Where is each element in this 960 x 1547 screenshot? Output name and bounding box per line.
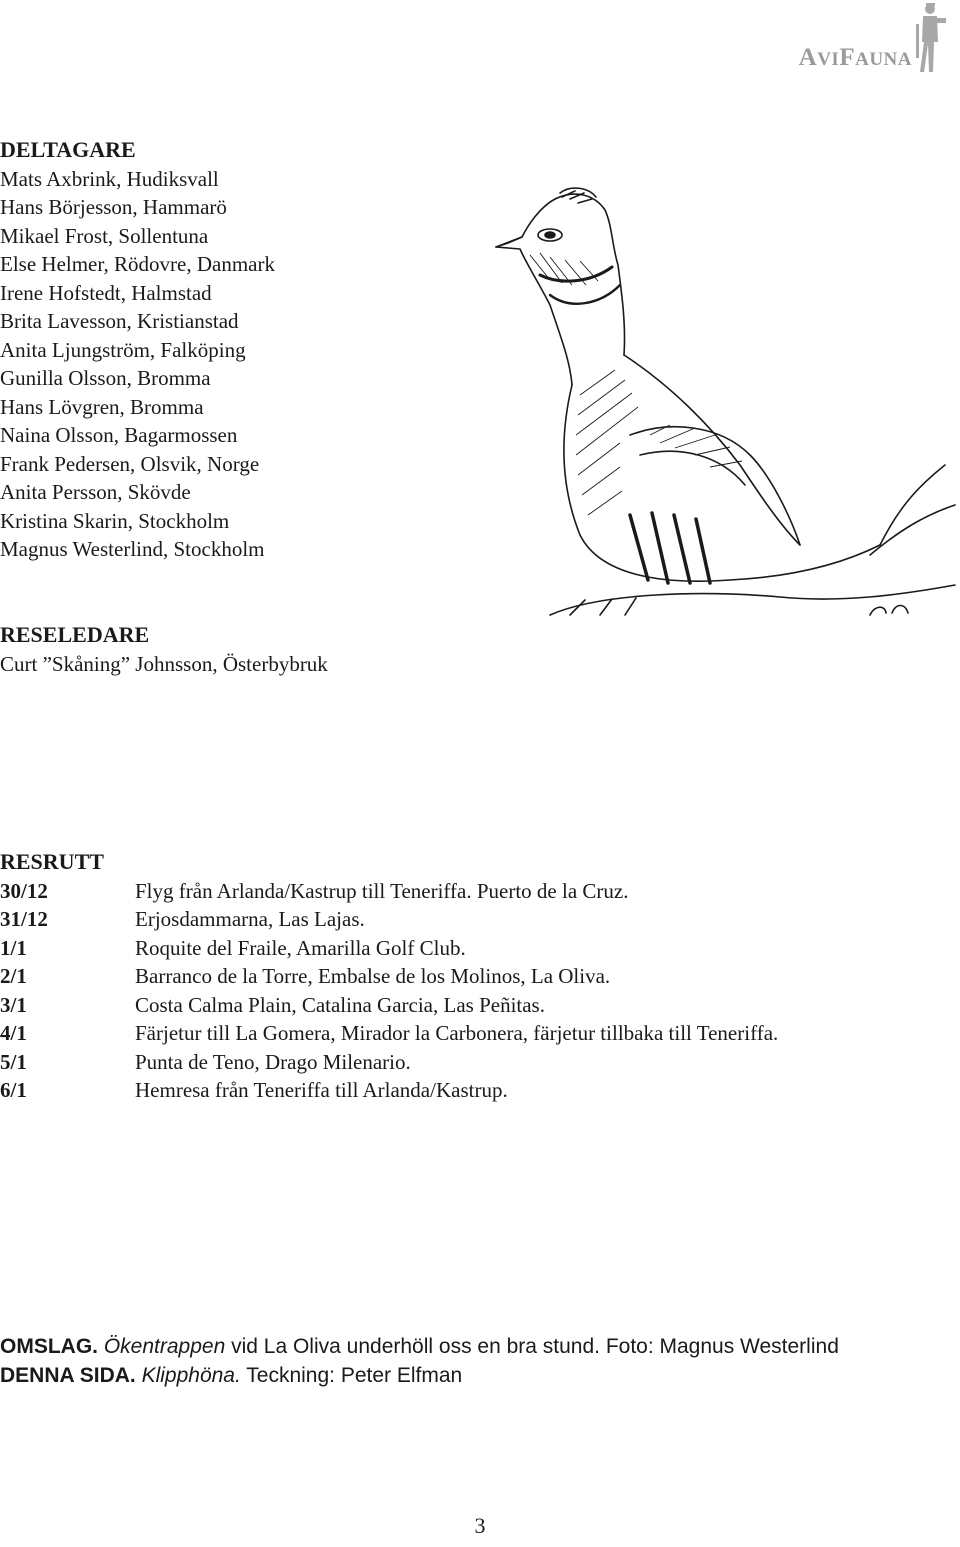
logo-wordmark: AVIFAUNA (798, 44, 912, 71)
route-description: Erjosdammarna, Las Lajas. (135, 907, 365, 931)
route-date: 6/1 (0, 1078, 27, 1102)
route-date: 5/1 (0, 1049, 27, 1074)
route-heading: RESRUTT (0, 849, 104, 874)
avifauna-logo (760, 0, 960, 80)
route-day (0, 991, 778, 1020)
participant-name: Hans Lövgren, Bromma (0, 394, 204, 419)
route-date: 3/1 (0, 992, 27, 1017)
route-day (0, 905, 778, 934)
route-day (0, 934, 778, 963)
guide-name: Curt ”Skåning” Johnsson, Österbybruk (0, 651, 328, 676)
route-description: Färjetur till La Gomera, Mirador la Carbonera, färjetur tillbaka till Teneriffa. (135, 1021, 779, 1045)
participant-name: Anita Persson, Skövde (0, 480, 191, 504)
participant-name: Anita Ljungström, Falköping (0, 337, 246, 362)
route-day (0, 1076, 778, 1105)
partridge-drawing (400, 185, 960, 620)
page-caption-label: DENNA SIDA. (0, 1363, 136, 1387)
page-caption-text: Teckning: Peter Elfman (240, 1363, 463, 1387)
captions-section (0, 1333, 839, 1390)
participant-name: Brita Lavesson, Kristianstad (0, 309, 239, 333)
route-description: Flyg från Arlanda/Kastrup till Teneriffa. Puerto de la Cruz. (135, 878, 629, 903)
route-date: 2/1 (0, 964, 27, 988)
guide-heading: RESELEDARE (0, 622, 150, 647)
birdwatcher-icon (910, 2, 950, 74)
route-day (0, 877, 778, 906)
cover-caption-species: Ökentrappen (103, 1335, 226, 1358)
guide-section (0, 621, 328, 678)
route-description: Costa Calma Plain, Catalina Garcia, Las Peñitas. (135, 992, 545, 1017)
route-description: Roquite del Fraile, Amarilla Golf Club. (135, 935, 466, 960)
route-day (0, 1019, 778, 1048)
route-description: Punta de Teno, Drago Milenario. (135, 1049, 411, 1074)
participant-name: Mats Axbrink, Hudiksvall (0, 166, 219, 191)
participant-name: Gunilla Olsson, Bromma (0, 366, 211, 390)
cover-caption-label: OMSLAG. (0, 1335, 98, 1358)
participant-name: Frank Pedersen, Olsvik, Norge (0, 451, 260, 476)
route-date: 31/12 (0, 907, 48, 931)
route-section (0, 848, 778, 1105)
route-day (0, 1048, 778, 1077)
cover-caption-text: vid La Oliva underhöll oss en bra stund. Foto: Magnus Westerlind (225, 1335, 839, 1358)
participant-name: Irene Hofstedt, Halmstad (0, 280, 212, 305)
participant-name: Naina Olsson, Bagarmossen (0, 423, 238, 447)
participants-section (0, 136, 275, 564)
route-date: 30/12 (0, 878, 48, 903)
participant-name: Kristina Skarin, Stockholm (0, 508, 230, 533)
page-number: 3 (474, 1513, 486, 1538)
route-description: Hemresa från Teneriffa till Arlanda/Kastrup. (135, 1078, 508, 1102)
cover-caption (0, 1333, 839, 1362)
route-date: 4/1 (0, 1021, 27, 1045)
page-caption-species: Klipphöna. (141, 1363, 241, 1387)
participants-heading: DELTAGARE (0, 137, 136, 162)
participant-name: Hans Börjesson, Hammarö (0, 195, 227, 219)
route-date: 1/1 (0, 935, 27, 960)
route-description: Barranco de la Torre, Embalse de los Molinos, La Oliva. (135, 964, 611, 988)
participant-name: Else Helmer, Rödovre, Danmark (0, 252, 275, 276)
participant-name: Magnus Westerlind, Stockholm (0, 537, 265, 561)
participant-name: Mikael Frost, Sollentuna (0, 223, 209, 248)
route-day (0, 962, 778, 991)
page-caption (0, 1362, 839, 1391)
